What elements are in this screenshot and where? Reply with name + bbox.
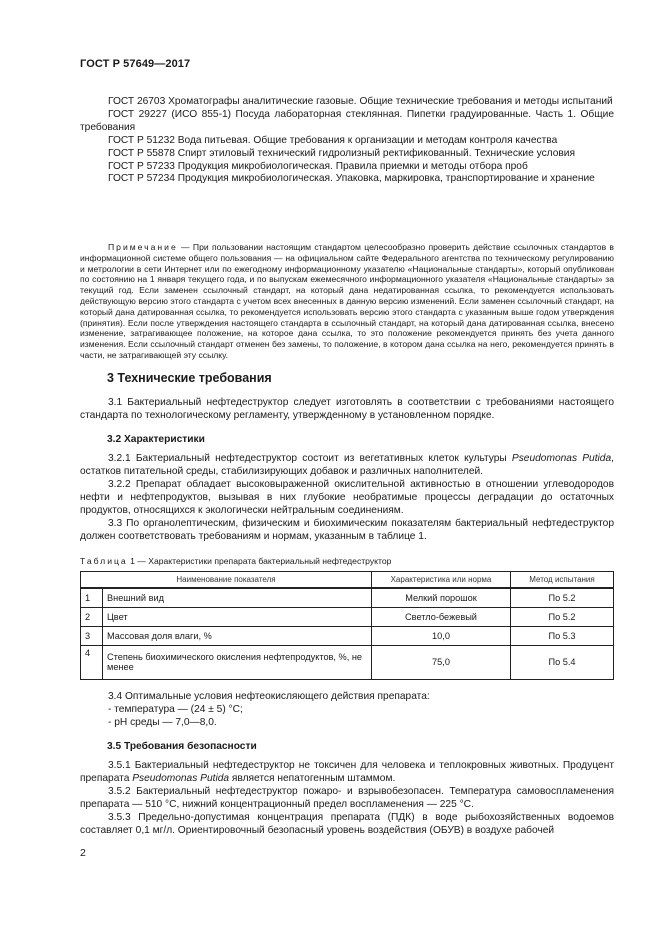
indicator-value: 10,0 [372,626,511,645]
indicator-value: 75,0 [372,645,511,679]
paragraph-3-5 [80,759,614,837]
indicator-value: Мелкий порошок [372,588,511,607]
indicator-name: Массовая доля влаги, % [103,626,372,645]
reference-item: ГОСТ Р 57234 Продукция микробиологическая. Упаковка, маркировка, транспортирование и хранение [108,173,595,185]
column-header: Характеристика или норма [372,572,511,589]
table-row [81,626,614,645]
paragraph-3-5-2: 3.5.2 Бактериальный нефтедеструктор пожаро- и взрывобезопасен. Температура самовоспламенения препарата — 510 °С, нижний концентрационный предел воспламенения — 225 °С. [80,786,614,810]
table-header-row [81,572,614,589]
page-number: 2 [80,847,86,859]
table-caption [80,556,391,566]
indicator-name: Цвет [103,607,372,626]
reference-item: ГОСТ Р 55878 Спирт этиловый технический гидролизный ректификованный. Технические условия [108,147,576,159]
subsection-title: 3.2 Характеристики [107,434,205,445]
note-text: — При пользовании настоящим стандартом целесообразно проверить действие ссылочных стандартов в информационной системе общего пользования — на официальном сайте Федерального агентства по техническому регулированию и метрологии в сети Интернет или по ежегодному информационному указателю «Национальные стандарты», который опубликован по состоянию на 1 января текущего года, и по выпускам ежемесячного информационного указателя «Национальные стандарты» за текущий год. Если заменен ссылочный стандарт, на который дана недатированная ссылка, то рекомендуется использовать действующую версию этого стандарта с учетом всех внесенных в данную версию изменений. Если заменен ссылочный стандарт, на который дана датированная ссылка, то рекомендуется использовать версию этого стандарта с указанным выше годом утверждения (принятия). Если после утверждения настоящего стандарта в ссылочный стандарт, на который дана датированная ссылка, внесено изменение, затрагивающее положение, на которое дана ссылка, то это положение рекомендуется принять без учета данного изменения. Если ссылочный стандарт отменен без замены, то положение, в котором дана ссылка на него, рекомендуется принять в части, не затрагивающей эту ссылку. [80,242,614,360]
note-block [80,242,614,361]
table-row [81,588,614,607]
text-run: , остатков питательной среды, стабилизирующих добавок и различных наполнителей. [80,453,614,477]
paragraph-3-4 [80,690,614,729]
paragraph-3-3: 3.3 По органолептическим, физическим и биохимическим показателям бактериальный нефтедеструктор должен соответствовать требованиям и нормам, указанным в таблице 1. [80,518,614,542]
text-run: 3.2.1 Бактериальный нефтедеструктор состоит из вегетативных клеток культуры [108,453,512,464]
row-number: 1 [81,588,103,607]
paragraph-3-2 [80,452,614,543]
column-header: Наименование показателя [81,572,372,589]
text-run: 3.5.1 Бактериальный нефтедеструктор не токсичен для человека и теплокровных животных. Продуцент препарата [80,760,614,784]
reference-item: ГОСТ 29227 (ИСО 855-1) Посуда лабораторная стеклянная. Пипетки градуированные. Часть 1. Общие требования [80,108,614,133]
row-number: 2 [81,607,103,626]
indicator-value: Светло-бежевый [372,607,511,626]
paragraph-3-1 [80,396,614,422]
italic-species-name: Pseudomonas Putida [511,453,612,464]
paragraph-text: 3.1 Бактериальный нефтедеструктор следует изготовлять в соответствии с требованиями настоящего стандарта по технологическому регламенту, утвержденному в установленном порядке. [80,397,614,421]
characteristics-table [80,571,614,680]
column-header: Метод испытания [511,572,614,589]
table-caption-text: 1 — Характеристики препарата бактериальный нефтедеструктор [127,556,392,566]
table-caption-label: Таблица [80,556,128,566]
normative-references [80,96,614,186]
indicator-name: Внешний вид [103,588,372,607]
document-header: ГОСТ Р 57649—2017 [80,58,191,70]
note-label: Примечание [108,242,178,252]
test-method: По 5.3 [511,626,614,645]
paragraph-3-2-1 [80,452,614,478]
text-run: является непатогенным штаммом. [229,773,396,784]
row-number: 4 [81,645,103,679]
indicator-name: Степень биохимического окисления нефтепродуктов, %, не менее [103,645,372,679]
test-method: По 5.2 [511,607,614,626]
subsection-title: 3.5 Требования безопасности [107,741,257,752]
italic-species-name: Pseudomonas Putida [132,773,230,784]
list-item: - pH среды — 7,0—8,0. [108,717,217,728]
reference-item: ГОСТ Р 51232 Вода питьевая. Общие требования к организации и методам контроля качества [108,134,558,146]
list-item: - температура — (24 ± 5) °С; [108,704,243,715]
paragraph-text: 3.4 Оптимальные условия нефтеокисляющего действия препарата: [108,691,430,702]
paragraph-3-5-1 [80,759,614,785]
row-number: 3 [81,626,103,645]
reference-item: ГОСТ Р 57233 Продукция микробиологическая. Правила приемки и методы отбора проб [108,160,528,172]
table-row [81,645,614,679]
paragraph-3-5-3: 3.5.3 Предельно-допустимая концентрация препарата (ПДК) в воде рыбохозяйственных водоемов составляет 0,1 мг/л. Ориентировочный безопасный уровень воздействия (ОБУВ) в воздухе рабочей [80,812,614,836]
reference-item: ГОСТ 26703 Хроматографы аналитические газовые. Общие технические требования и методы испытаний [108,96,613,107]
paragraph-3-2-2: 3.2.2 Препарат обладает высоковыраженной окислительной активностью в отношении углеводородов нефти и нефтепродуктов, вызывая в них глубокие необратимые процессы деградации до остаточных продуктов, относящихся к экологически нейтральным соединениям. [80,479,614,516]
test-method: По 5.2 [511,588,614,607]
test-method: По 5.4 [511,645,614,679]
section-title: 3 Технические требования [107,371,272,385]
table-row [81,607,614,626]
